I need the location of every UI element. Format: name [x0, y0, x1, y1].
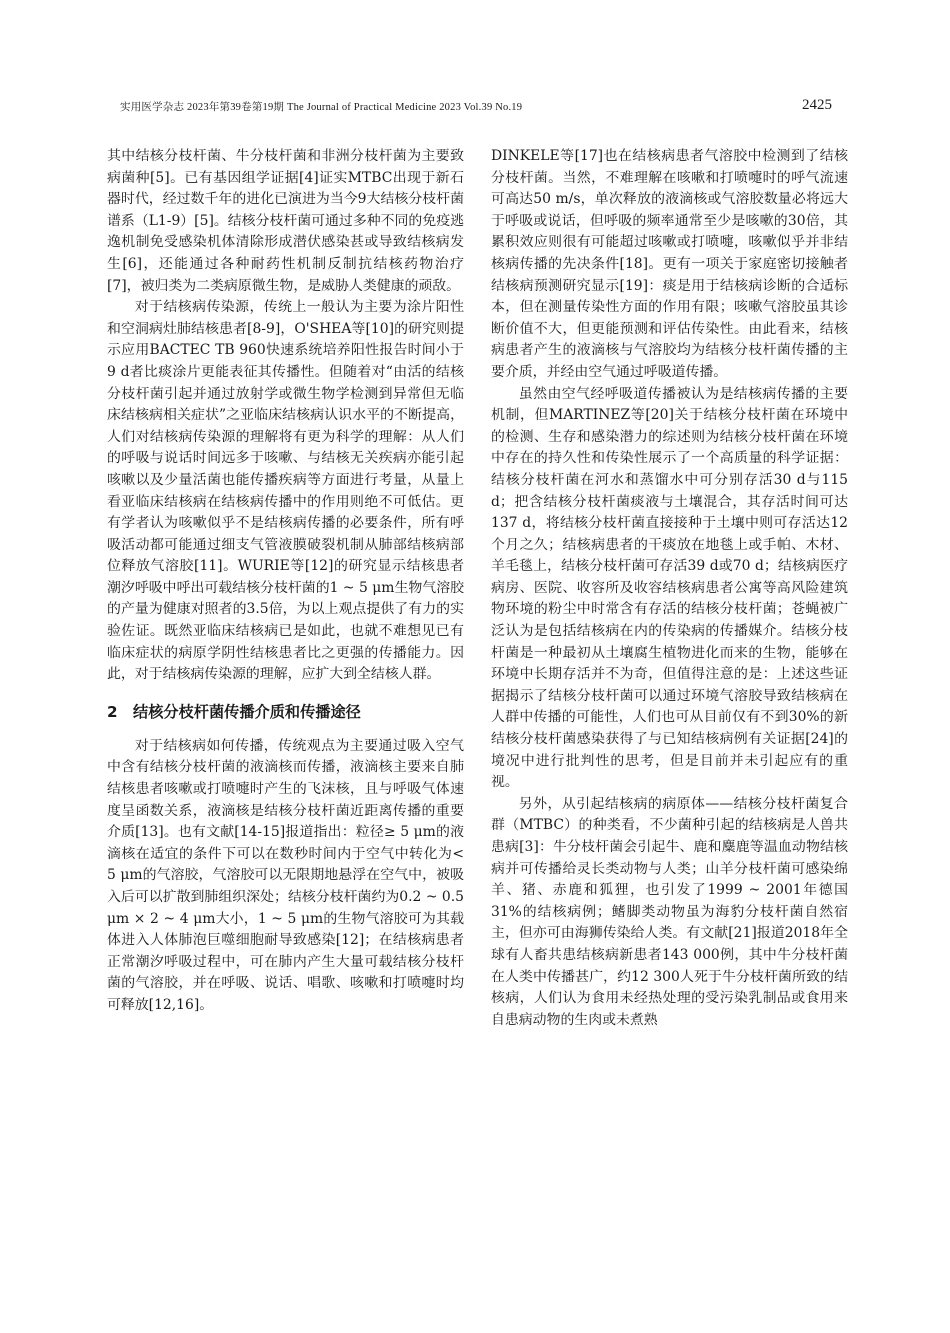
paragraph-zoonosis: 另外，从引起结核病的病原体——结核分枝杆菌复合群（MTBC）的种类看，不少菌种引起的结核病是人兽共患病[3]：牛分枝杆菌会引起牛、鹿和麋鹿等温血动物结核病并可传播给灵长类动物与人类；山羊分枝杆菌可感染绵羊、猪、赤鹿和狐狸，也引发了1999 ~ 2001年德国31%的结核病例；鳍脚类动物虽为海豹分枝杆菌自然宿主，但亦可由海狮传染给人类。有文献[21]报道2018年全球有人畜共患结核病新患者143 000例，其中牛分枝杆菌在人类中传播甚广，约12 300人死于牛分枝杆菌所致的结核病，人们认为食用未经热处理的受污染乳制品或食用来自患病动物的生肉或未煮熟 [491, 795, 848, 1028]
paragraph-environment: 虽然由空气经呼吸道传播被认为是结核病传播的主要机制，但MARTINEZ等[20]关于结核分枝杆菌在环境中的检测、生存和感染潜力的综述则为结核分枝杆菌在环境中存在的持久性和传染性展示了一个高质量的科学证据：结核分枝杆菌在河水和蒸馏水中可分别存活30 d与115 d；把含结核分枝杆菌痰液与土壤混合，其存活时间可达137 d，将结核分枝杆菌直接接种于土壤中则可存活达12个月之久；结核病患者的干痰放在地毯上或手帕、木材、羊毛毯上，结核分枝杆菌可存活39 d或70 d；结核病医疗病房、医院、收容所及收容结核病患者公寓等高风险建筑物环境的粉尘中时常含有存活的结核分枝杆菌；苍蝇被广泛认为是包括结核病在内的传染病的传播媒介。结核分枝杆菌是一种最初从土壤腐生植物进化而来的生物，能够在环境中长期存活并不为奇，但值得注意的是：上述这些证据揭示了结核分枝杆菌可以通过环境气溶胶导致结核病在人群中传播的可能性，人们也可从目前仅有不到30%的新结核分枝杆菌感染获得了与已知结核病例有关证据[24]的境况中进行批判性的思考，但是目前并未引起应有的重视。 [491, 385, 848, 791]
section-title: 结核分枝杆菌传播介质和传播途径 [133, 702, 361, 721]
right-column [491, 146, 848, 1031]
paragraph-continued: 其中结核分枝杆菌、牛分枝杆菌和非洲分枝杆菌为主要致病菌种[5]。已有基因组学证据[4]证实MTBC出现于新石器时代，经过数千年的进化已演进为当今9大结核分枝杆菌谱系（L1-9）[5]。结核分枝杆菌可通过多种不同的免疫逃逸机制免受感染机体清除形成潜伏感染甚或导致结核病发生[6]，还能通过各种耐药性机制反制抗结核药物治疗[7]，被归类为二类病原微生物，是威胁人类健康的顽敌。 [107, 148, 464, 294]
paragraph-transmission-medium: 对于结核病如何传播，传统观点为主要通过吸入空气中含有结核分枝杆菌的液滴核而传播，液滴核主要来自肺结核患者咳嗽或打喷嚏时产生的飞沫核，且与呼吸气体速度呈函数关系，液滴核是结核分枝杆菌近距离传播的重要介质[13]。也有文献[14-15]报道指出：粒径≥ 5 μm的液滴核在适宜的条件下可以在数秒时间内于空气中转化为< 5 μm的气溶胶，气溶胶可以无限期地悬浮在空气中，被吸入后可以扩散到肺组织深处；结核分枝杆菌约为0.2 ~ 0.5 μm × 2 ~ 4 μm大小，1 ~ 5 μm的生物气溶胶可为其载体进入人体肺泡巨噬细胞耐导致感染[12]；在结核病患者正常潮汐呼吸过程中，可在肺内产生大量可载结核分枝杆菌的气溶胶，并在呼吸、说话、唱歌、咳嗽和打喷嚏时均可释放[12,16]。 [107, 737, 464, 1013]
section-number: 2 [107, 702, 118, 721]
paragraph-infection-source: 对于结核病传染源，传统上一般认为主要为涂片阳性和空洞病灶肺结核患者[8-9]，O'SHEA等[10]的研究则提示应用BACTEC TB 960快速系统培养阳性报告时间小于9 d者比痰涂片更能表征其传播性。但随着对“由活的结核分枝杆菌引起并通过放射学或微生物学检测到异常但无临床结核病相关症状”之亚临床结核病认识水平的不断提高，人们对结核病传染源的理解将有更为科学的理解：从人们的呼吸与说话时间远多于咳嗽、与结核无关疾病亦能引起咳嗽以及少量活菌也能传播疾病等方面进行考量，从量上看亚临床结核病在结核病传播中的作用则绝不可低估。更有学者认为咳嗽似乎不是结核病传播的必要条件，所有呼吸活动都可能通过细支气管液膜破裂机制从肺部结核病部位释放气溶胶[11]。WURIE等[12]的研究显示结核患者潮汐呼吸中呼出可载结核分枝杆菌的1 ~ 5 μm生物气溶胶的产量为健康对照者的3.5倍，为以上观点提供了有力的实验佐证。既然亚临床结核病已是如此，也就不难想见已有临床症状的病原学阴性结核患者比之更强的传播能力。因此，对于结核病传染源的理解，应扩大到全结核人群。 [107, 299, 464, 683]
page-number: 2425 [802, 97, 832, 113]
section-heading [107, 701, 464, 723]
paragraph-continued-right: DINKELE等[17]也在结核病患者气溶胶中检测到了结核分枝杆菌。当然，不难理解在咳嗽和打喷嚏时的呼气流速可高达50 m/s，单次释放的液滴核或气溶胶数量必将远大于呼吸或说话，但呼吸的频率通常至少是咳嗽的30倍，其累积效应则很有可能超过咳嗽或打喷嚏，咳嗽似乎并非结核病传播的先决条件[18]。更有一项关于家庭密切接触者结核病预测研究显示[19]：痰是用于结核病诊断的合适标本，但在测量传染性方面的作用有限；咳嗽气溶胶虽其诊断价值不大，但更能预测和评估传染性。由此看来，结核病患者产生的液滴核与气溶胶均为结核分枝杆菌传播的主要介质，并经由空气通过呼吸道传播。 [491, 148, 848, 380]
left-column [107, 146, 464, 1017]
journal-citation: 实用医学杂志 2023年第39卷第19期 The Journal of Practical Medicine 2023 Vol.39 No.19 [120, 102, 523, 113]
running-header [120, 97, 832, 121]
